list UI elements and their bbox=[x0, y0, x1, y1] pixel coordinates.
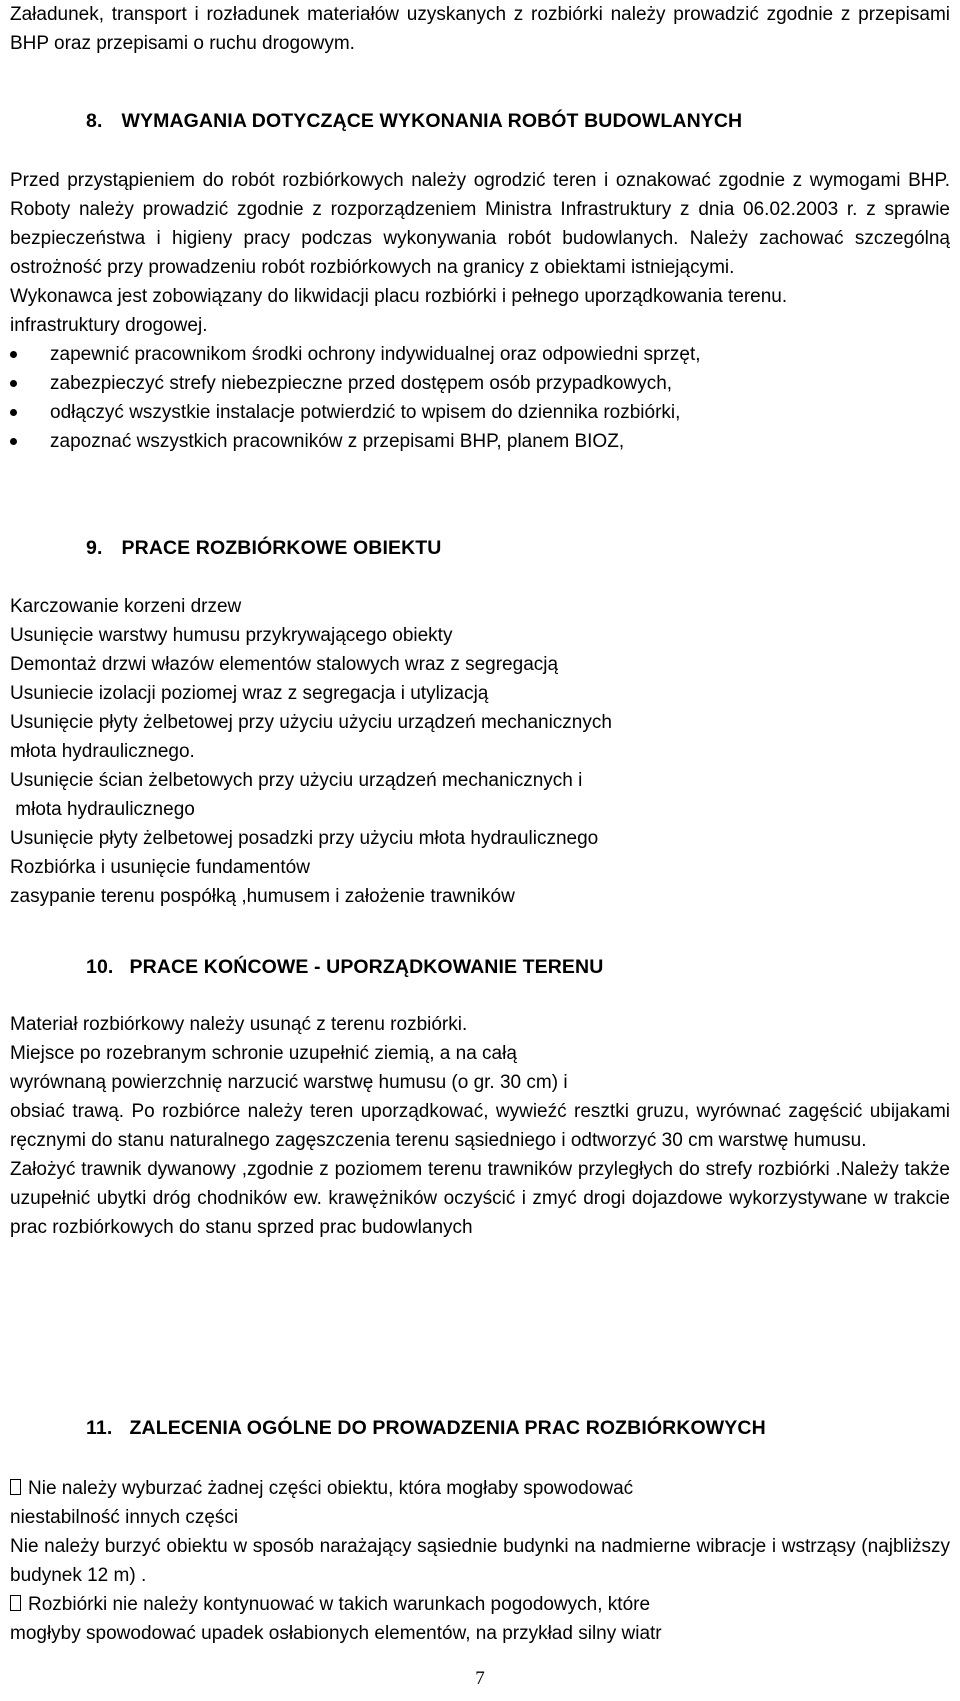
bullet-item: zapewnić pracownikom środki ochrony indywidualnej oraz odpowiedni sprzęt, bbox=[10, 340, 950, 369]
section-11-title: ZALECENIA OGÓLNE DO PROWADZENIA PRAC ROZBIÓRKOWYCH bbox=[129, 1417, 766, 1439]
section-11-body bbox=[10, 1474, 950, 1648]
section-11-item-1-cont: niestabilność innych części bbox=[10, 1507, 239, 1528]
list-item: młota hydraulicznego bbox=[10, 799, 195, 820]
section-8-body bbox=[10, 166, 950, 456]
list-item: zasypanie terenu pospółką ,humusem i założenie trawników bbox=[10, 886, 515, 907]
intro-paragraph: Załadunek, transport i rozładunek materiałów uzyskanych z rozbiórki należy prowadzić zgodnie z przepisami BHP oraz przepisami o ruchu drogowym. bbox=[10, 4, 950, 54]
section-10-line-3: wyrównaną powierzchnię narzucić warstwę humusu (o gr. 30 cm) i bbox=[10, 1072, 568, 1093]
checkbox-icon bbox=[10, 1479, 21, 1495]
section-8-paragraph-2: Wykonawca jest zobowiązany do likwidacji placu rozbiórki i pełnego uporządkowania terenu. bbox=[10, 286, 788, 307]
section-10-line-1: Materiał rozbiórkowy należy usunąć z terenu rozbiórki. bbox=[10, 1014, 468, 1035]
section-10-line-2: Miejsce po rozebranym schronie uzupełnić ziemią, a na całą bbox=[10, 1043, 517, 1064]
bullet-icon bbox=[10, 409, 17, 416]
list-item: Rozbiórka i usunięcie fundamentów bbox=[10, 857, 310, 878]
section-10-body bbox=[10, 1010, 950, 1242]
section-10-heading bbox=[86, 953, 603, 982]
section-11-item-1: Nie należy wyburzać żadnej części obiektu, która mogłaby spowodować bbox=[10, 1474, 950, 1503]
bullet-icon bbox=[10, 438, 17, 445]
bullet-item: odłączyć wszystkie instalacje potwierdzić to wpisem do dziennika rozbiórki, bbox=[10, 398, 950, 427]
section-8-number: 8. bbox=[86, 110, 103, 132]
section-8-bullet-list bbox=[10, 340, 950, 456]
section-8-paragraph-3: infrastruktury drogowej. bbox=[10, 315, 208, 336]
list-item: Karczowanie korzeni drzew bbox=[10, 596, 242, 617]
list-item: młota hydraulicznego. bbox=[10, 741, 195, 762]
section-9-heading bbox=[86, 534, 441, 563]
section-11-item-2: Nie należy burzyć obiektu w sposób narażający sąsiednie budynki na nadmierne wibracje i wstrząsy (najbliższy budynek 12 m) . bbox=[10, 1536, 950, 1586]
bullet-icon bbox=[10, 351, 17, 358]
section-10-paragraph-5: Założyć trawnik dywanowy ,zgodnie z poziomem terenu trawników przyległych do strefy rozbiórki .Należy także uzupełnić ubytki dróg chodników ew. krawężników oczyścić i zmyć drogi dojazdowe wykorzystywane w trakcie prac rozbiórkowych do stanu sprzed prac budowlanych bbox=[10, 1159, 950, 1238]
page-number: 7 bbox=[475, 1668, 485, 1689]
list-item: Usunięcie warstwy humusu przykrywającego obiekty bbox=[10, 625, 453, 646]
section-8-heading bbox=[86, 107, 742, 136]
section-11-number: 11. bbox=[86, 1417, 113, 1439]
section-8-title: WYMAGANIA DOTYCZĄCE WYKONANIA ROBÓT BUDOWLANYCH bbox=[121, 110, 743, 132]
bullet-icon bbox=[10, 380, 17, 387]
section-11-heading bbox=[86, 1414, 766, 1443]
section-9-title: PRACE ROZBIÓRKOWE OBIEKTU bbox=[121, 537, 442, 559]
section-9-number: 9. bbox=[86, 537, 103, 559]
bullet-item: zabezpieczyć strefy niebezpieczne przed dostępem osób przypadkowych, bbox=[10, 369, 950, 398]
section-10-title: PRACE KOŃCOWE - UPORZĄDKOWANIE TERENU bbox=[129, 956, 604, 978]
list-item: Usunięcie płyty żelbetowej posadzki przy użyciu młota hydraulicznego bbox=[10, 828, 599, 849]
section-11-item-3: Rozbiórki nie należy kontynuować w takich warunkach pogodowych, które bbox=[10, 1590, 950, 1619]
list-item: Usunięcie ścian żelbetowych przy użyciu urządzeń mechanicznych i bbox=[10, 770, 583, 791]
checkbox-icon bbox=[10, 1595, 21, 1611]
list-item: Usunięcie płyty żelbetowej przy użyciu użyciu urządzeń mechanicznych bbox=[10, 712, 612, 733]
list-item: Demontaż drzwi włazów elementów stalowych wraz z segregacją bbox=[10, 654, 559, 675]
bullet-item: zapoznać wszystkich pracowników z przepisami BHP, planem BIOZ, bbox=[10, 427, 950, 456]
section-10-paragraph-4: obsiać trawą. Po rozbiórce należy teren uporządkować, wywieźć resztki gruzu, wyrównać zagęścić ubijakami ręcznymi do stanu naturalnego zagęszczenia terenu sąsiedniego i odtworzyć 30 cm warstwę humusu. bbox=[10, 1101, 950, 1151]
section-8-paragraph-1: Przed przystąpieniem do robót rozbiórkowych należy ogrodzić teren i oznakować zgodnie z wymogami BHP. Roboty należy prowadzić zgodnie z rozporządzeniem Ministra Infrastruktury z dnia 06.02.2003 r. z sprawie bezpieczeństwa i higieny pracy podczas wykonywania robót budowlanych. Należy zachować szczególną ostrożność przy prowadzeniu robót rozbiórkowych na granicy z obiektami istniejącymi. bbox=[10, 170, 950, 278]
list-item: Usuniecie izolacji poziomej wraz z segregacja i utylizacją bbox=[10, 683, 489, 704]
section-11-item-3-cont: mogłyby spowodować upadek osłabionych elementów, na przykład silny wiatr bbox=[10, 1623, 662, 1644]
section-9-list bbox=[10, 592, 950, 911]
section-10-number: 10. bbox=[86, 956, 114, 978]
